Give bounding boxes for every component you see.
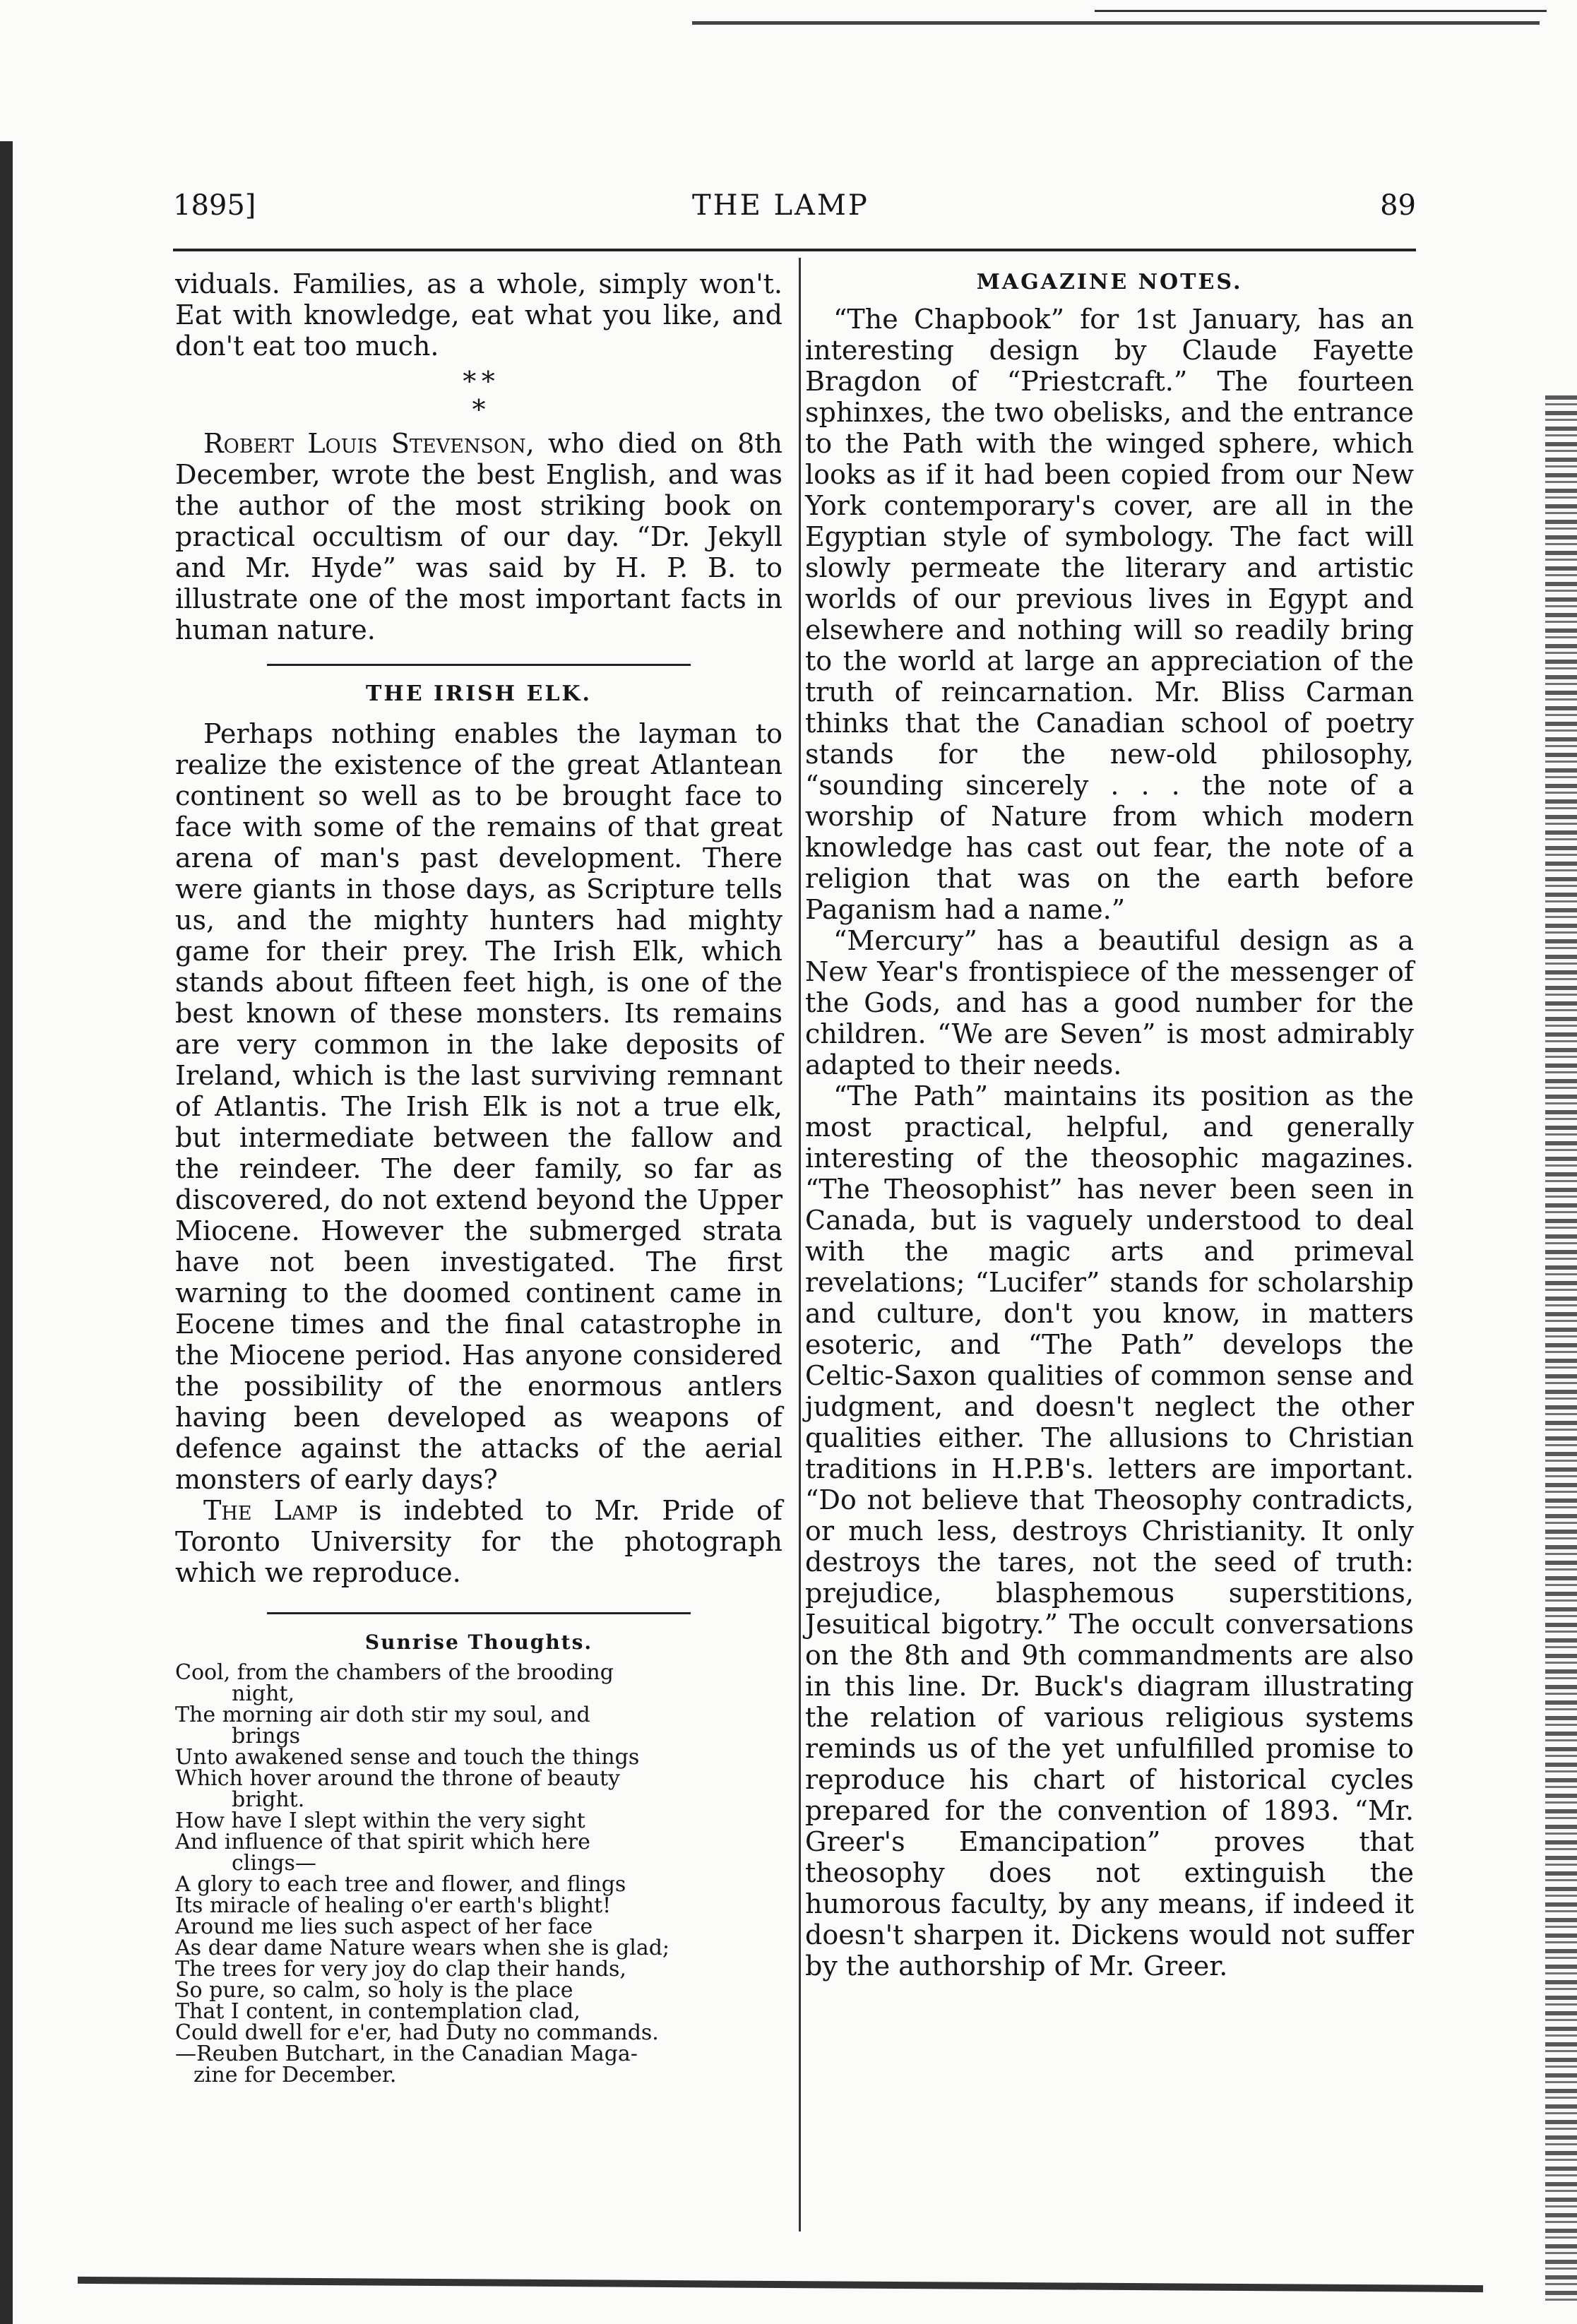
poem-line: Around me lies such aspect of her face [175, 1914, 593, 1939]
header-title: THE LAMP [692, 189, 869, 222]
poem-line: clings— [232, 1851, 316, 1876]
magazine-notes-paragraph-1: “The Chapbook” for 1st January, has an interesting design by Claude Fayette Bragdon of “Priestcraft.” The fourteen sphinxes, the two obelisks, and the entrance to the Path with the winged sphere, which looks as if it had been copied from our New York contemporary's cover, are all in the Egyptian style of symbology. The fact will slowly permeate the literary and artistic worlds of our previous lives in Egypt and elsewhere and nothing will so readily bring to the world at large an appreciation of the truth of reincarnation. Mr. Bliss Carman thinks that the Canadian school of poetry stands for the new-old philosophy, “sounding sincerely . . . the note of a worship of Nature from which modern knowledge has cast out fear, the note of a religion that was on the earth before Paganism had a name.” [805, 304, 1414, 925]
stevenson-text: who died on 8th December, wrote the best English, and was the author of the most striking book on practical occultism of our day. “Dr. Jekyll and Mr. Hyde” was said by H. P. B. to illustrate one of the most important facts in human nature. [175, 428, 782, 645]
running-head [173, 189, 1416, 239]
scan-artifact-top-line [692, 21, 1540, 25]
poem-line: And influence of that spirit which here [175, 1830, 590, 1854]
right-column [805, 268, 1414, 1982]
poem-line: bright. [232, 1787, 305, 1812]
poem-line: Could dwell for e'er, had Duty no commands. [175, 2020, 659, 2045]
poem-line: Which hover around the throne of beauty [175, 1766, 620, 1791]
opening-paragraph: viduals. Families, as a whole, simply won't. Eat with knowledge, eat what you like, and don't eat too much. [175, 268, 782, 362]
elk-heading: THE IRISH ELK. [366, 681, 592, 706]
lamp-name: The Lamp [203, 1495, 338, 1526]
poem-title: Sunrise Thoughts. [364, 1631, 593, 1654]
poem-line: A glory to each tree and flower, and flings [175, 1872, 626, 1897]
poem-line: The trees for very joy do clap their hands, [175, 1957, 626, 1982]
section-rule-poem [267, 1612, 691, 1614]
scan-artifact-top-dash [1095, 10, 1547, 12]
poem-line: Unto awakened sense and touch the things [175, 1745, 640, 1770]
poem-line: So pure, so calm, so holy is the place [175, 1978, 573, 2003]
header-year: 1895] [173, 189, 256, 222]
elk-paragraph: Perhaps nothing enables the layman to realize the existence of the great Atlantean continent so well as to be brought face to face with some of the remains of that great arena of man's past development. There were giants in those days, as Scripture tells us, and the mighty hunters had mighty game for their prey. The Irish Elk, which stands about fifteen feet high, is one of the best known of these monsters. Its remains are very common in the lake deposits of Ireland, which is the last surviving remnant of Atlantis. The Irish Elk is not a true elk, but intermediate between the fallow and the reindeer. The deer family, so far as discovered, do not extend beyond the Upper Miocene. However the submerged strata have not been investigated. The first warning to the doomed continent came in Eocene times and the final catastrophe in the Miocene period. Has anyone considered the possibility of the enormous antlers having been developed as weapons of defence against the attacks of the aerial monsters of early days? [175, 718, 782, 1495]
poem-line: night, [232, 1681, 295, 1706]
stevenson-name: Robert Louis Stevenson, [203, 428, 535, 459]
poem [175, 1662, 782, 2086]
left-column [175, 268, 782, 2086]
poem-line: That I content, in contemplation clad, [175, 1999, 581, 2024]
header-rule [173, 249, 1416, 251]
scan-artifact-bottom-line [78, 2277, 1483, 2292]
magazine-notes-heading: MAGAZINE NOTES. [976, 270, 1243, 294]
poem-attribution-line-2: zine for December. [194, 2063, 397, 2087]
lamp-text: is indebted to Mr. Pride of Toronto University for the photograph which we reproduce. [175, 1495, 782, 1588]
poem-attribution-line-1: —Reuben Butchart, in the Canadian Maga- [175, 2042, 638, 2066]
magazine-notes-paragraph-3: “The Path” maintains its position as the most practical, helpful, and generally interesting of the theosophic magazines. “The Theosophist” has never been seen in Canada, but is vaguely understood to deal with the magic arts and primeval revelations; “Lucifer” stands for scholarship and culture, don't you know, in matters esoteric, and “The Path” develops the Celtic-Saxon qualities of common sense and judgment, and doesn't neglect the other qualities either. The allusions to Christian traditions in H.P.B's. letters are important. “Do not believe that Theosophy contradicts, or much less, destroys Christianity. It only destroys the tares, not the seed of truth: prejudice, blasphemous superstitions, Jesuitical bigotry.” The occult conversations on the 8th and 9th commandments are also in this line. Dr. Buck's diagram illustrating the relation of various religious systems reminds us of the yet unfulfilled promise to reproduce his chart of historical cycles prepared for the convention of 1893. “Mr. Greer's Emancipation” proves that theosophy does not extinguish the humorous faculty, by any means, if indeed it doesn't sharpen it. Dickens would not suffer by the authorship of Mr. Greer. [805, 1080, 1414, 1982]
poem-line: How have I slept within the very sight [175, 1808, 585, 1833]
lamp-paragraph [175, 1495, 782, 1588]
header-page-number: 89 [1380, 189, 1416, 222]
asterism: * * * [463, 366, 495, 425]
column-rule [799, 258, 801, 2231]
section-rule-elk [267, 664, 691, 666]
scan-artifact-right-strip [1545, 395, 1577, 2302]
poem-line: The morning air doth stir my soul, and [175, 1703, 590, 1727]
poem-line: As dear dame Nature wears when she is glad; [175, 1936, 670, 1960]
poem-lines [175, 1662, 782, 2044]
magazine-notes-paragraph-2: “Mercury” has a beautiful design as a New Year's frontispiece of the messenger of the Gods, and has a good number for the children. “We are Seven” is most admirably adapted to their needs. [805, 925, 1414, 1080]
scan-artifact-left-edge [0, 141, 13, 2324]
stevenson-paragraph [175, 428, 782, 645]
poem-line: Cool, from the chambers of the brooding [175, 1660, 614, 1685]
poem-line: brings [232, 1724, 301, 1748]
poem-line: Its miracle of healing o'er earth's blight! [175, 1893, 612, 1918]
